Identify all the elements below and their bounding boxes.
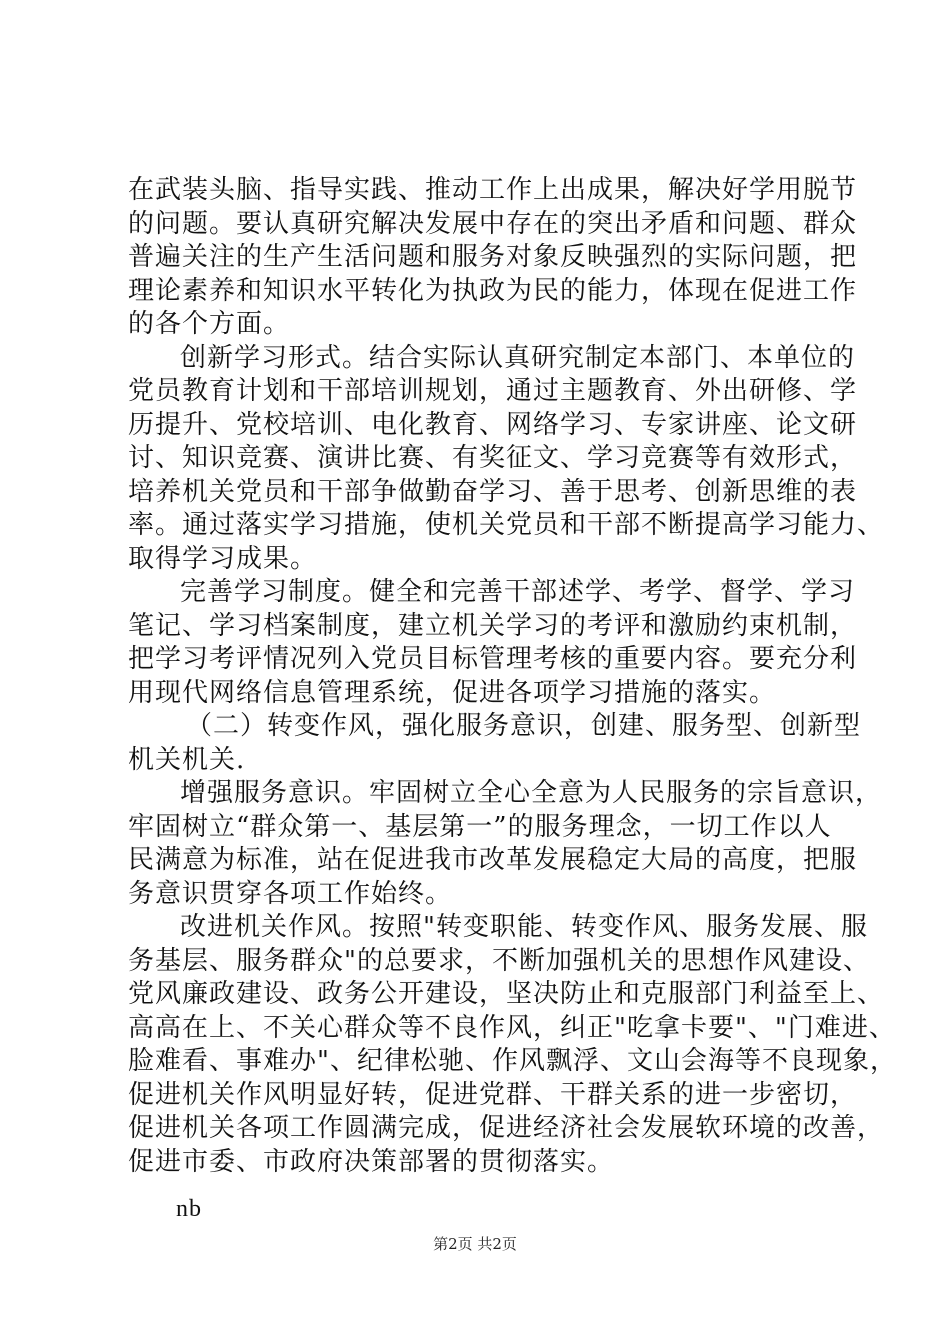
text-line: 讨、知识竞赛、演讲比赛、有奖征文、学习竞赛等有效形式， [128,443,858,473]
text-line: 牢固树立“群众第一、基层第一”的服务理念，一切工作以人 [128,811,832,842]
trailing-text: nb [176,1196,202,1222]
text-line: 用现代网络信息管理系统，促进各项学习措施的落实。 [128,677,777,708]
text-line: 促进市委、市政府决策部署的贯彻落实。 [128,1146,615,1177]
text-line: 务意识贯穿各项工作始终。 [128,878,453,909]
paragraph-start-line: 改进机关作风。按照"转变职能、转变作风、服务发展、服 [180,912,868,942]
page-footer [0,1234,950,1254]
text-line: 把学习考评情况列入党员目标管理考核的重要内容。要充分利 [128,644,858,674]
paragraph-start-line: 完善学习制度。健全和完善干部述学、考学、督学、学习 [180,577,856,607]
text-line: 率。通过落实学习措施，使机关党员和干部不断提高学习能力、 [128,510,885,540]
text-line: 笔记、学习档案制度，建立机关学习的考评和激励约束机制， [128,610,858,641]
text-line: 民满意为标准，站在促进我市改革发展稳定大局的高度，把服 [128,845,858,875]
document-body [128,174,897,1227]
page-number-indicator: 第2页 共2页 [433,1235,517,1253]
text-line: 历提升、党校培训、电化教育、网络学习、专家讲座、论文研 [128,409,858,440]
text-line: 高高在上、不关心群众等不良作风，纠正"吃拿卡要"、"门难进、 [128,1012,896,1043]
text-line: 脸难看、事难办"、纪律松驰、作风飘浮、文山会海等不良现象， [128,1046,897,1076]
section-heading-line: 机关机关. [128,744,246,775]
text-line: 务基层、服务群众"的总要求，不断加强机关的思想作风建设、 [128,945,870,976]
text-line: 理论素养和知识水平转化为执政为民的能力，体现在促进工作 [128,275,858,306]
text-line: 党风廉政建设、政务公开建设，坚决防止和克服部门利益至上、 [128,979,885,1009]
text-line: 普遍关注的生产生活问题和服务对象反映强烈的实际问题，把 [128,242,858,272]
text-line: 促进机关作风明显好转，促进党群、干群关系的进一步密切， [128,1079,858,1110]
text-line: 取得学习成果。 [128,543,318,574]
section-heading-line: （二）转变作风，强化服务意识，创建、服务型、创新型 [186,711,862,741]
text-line: 培养机关党员和干部争做勤奋学习、善于思考、创新思维的表 [128,476,858,507]
text-line: 的各个方面。 [128,309,291,339]
paragraph-start-line: 增强服务意识。牢固树立全心全意为人民服务的宗旨意识， [180,778,883,808]
text-line: 促进机关各项工作圆满完成，促进经济社会发展软环境的改善， [128,1113,885,1143]
text-line: 的问题。要认真研究解决发展中存在的突出矛盾和问题、群众 [128,208,858,239]
text-line: 在武装头脑、指导实践、推动工作上出成果，解决好学用脱节 [128,175,858,205]
paragraph-start-line: 创新学习形式。结合实际认真研究制定本部门、本单位的 [180,342,856,373]
text-line: 党员教育计划和干部培训规划，通过主题教育、外出研修、学 [128,376,858,406]
